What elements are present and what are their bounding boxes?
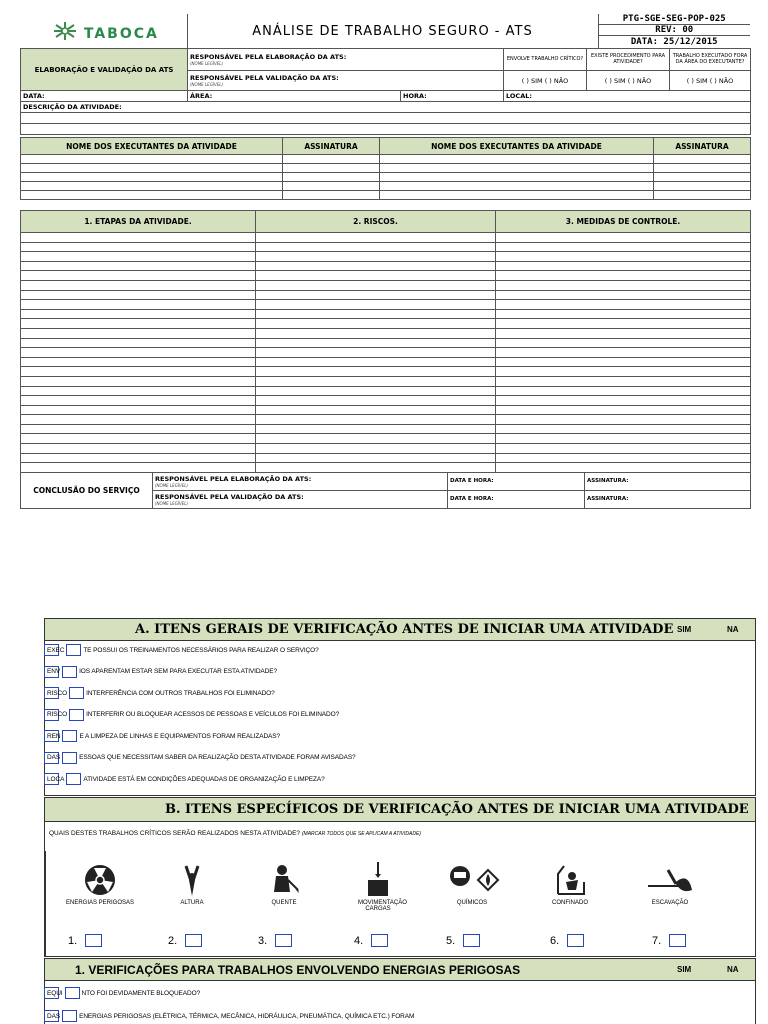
hot-work-icon [264,862,304,898]
critical-work-confined [530,862,610,906]
medida-cell[interactable] [496,453,751,463]
risco-cell[interactable] [256,319,496,329]
executante-signature-cell[interactable] [654,155,751,164]
resp-elab-label: RESPONSÁVEL PELA ELABORAÇÃO DA ATS: [190,53,347,61]
checkbox[interactable] [669,934,686,947]
item-prefix: RISCO [47,689,68,697]
logo-cell [20,14,187,49]
option-number: 2. [168,934,178,947]
checklist-item [44,729,280,743]
resp-valid-label: RESPONSÁVEL PELA VALIDAÇÃO DA ATS: [190,74,339,82]
doc-rev: REV: 00 [599,25,751,36]
step-row [21,252,751,262]
medida-cell[interactable] [496,444,751,454]
na-checkbox[interactable] [62,752,77,764]
resp-valid-label: RESPONSÁVEL PELA VALIDAÇÃO DA ATS: [155,492,304,501]
checkbox[interactable] [85,934,102,947]
local-field[interactable]: LOCAL: [504,91,751,102]
medida-cell[interactable] [496,405,751,415]
critical-option-5[interactable] [446,934,480,947]
step-row [21,444,751,454]
medida-cell[interactable] [496,396,751,406]
doc-info [598,14,750,49]
etapa-cell[interactable] [21,348,256,358]
form-title: ANÁLISE DE TRABALHO SEGURO - ATS [187,14,598,49]
nome-exec-header: NOME DOS EXECUTANTES DA ATIVIDADE [380,138,654,155]
option-number: 5. [446,934,456,947]
risco-cell[interactable] [256,233,496,243]
na-label: NA [727,625,739,634]
medida-cell[interactable] [496,271,751,281]
etapa-cell[interactable] [21,233,256,243]
medida-cell[interactable] [496,290,751,300]
icon-label: CONFINADO [552,900,588,906]
taboca-logo-icon [48,20,82,42]
risco-cell[interactable] [256,290,496,300]
critical-option-7[interactable] [652,934,686,947]
riscos-header: 2. RISCOS. [256,211,496,233]
step-row [21,386,751,396]
resp-elab-label: RESPONSÁVEL PELA ELABORAÇÃO DA ATS: [155,474,312,483]
executante-name-cell[interactable] [21,155,283,164]
step-row [21,424,751,434]
descricao-line[interactable] [21,124,751,135]
assinatura-header: ASSINATURA [654,138,751,155]
executante-signature-cell[interactable] [654,173,751,182]
confined-icon [550,862,590,898]
excavation-icon [642,862,698,898]
risco-cell[interactable] [256,309,496,319]
risco-cell[interactable] [256,444,496,454]
risco-cell[interactable] [256,434,496,444]
doc-code: PTG-SGE-SEG-POP-025 [599,14,751,25]
critical-option-1[interactable] [68,934,102,947]
na-label: NA [727,965,739,974]
medida-cell[interactable] [496,328,751,338]
icon-label: ESCAVAÇÃO [651,900,689,906]
checkbox[interactable] [185,934,202,947]
checklist-item [44,1009,414,1023]
medida-cell[interactable] [496,280,751,290]
risco-cell[interactable] [256,376,496,386]
checklist-item [44,772,325,786]
executante-name-cell[interactable] [380,173,654,182]
etapa-cell[interactable] [21,280,256,290]
step-row [21,367,751,377]
executante-row [21,182,751,191]
sim-label: SIM [677,625,692,634]
critical-option-2[interactable] [168,934,202,947]
etapa-cell[interactable] [21,376,256,386]
area-field[interactable]: ÁREA: [188,91,401,102]
resp-valid-field[interactable] [188,71,504,91]
step-row [21,290,751,300]
medida-cell[interactable] [496,357,751,367]
ats-form [20,14,750,509]
conclusao-data-hora[interactable]: DATA E HORA: [448,490,585,508]
critical-option-6[interactable] [550,934,584,947]
na-checkbox[interactable] [65,987,80,999]
step-row [21,357,751,367]
critical-work-excavation [630,862,710,906]
hora-field[interactable]: HORA: [401,91,504,102]
existe-label: EXISTE PROCEDIMENTO PARA ATIVIDADE? [587,49,670,71]
nome-exec-header: NOME DOS EXECUTANTES DA ATIVIDADE [21,138,283,155]
risco-cell[interactable] [256,252,496,262]
medida-cell[interactable] [496,376,751,386]
critical-work-hot [244,862,324,906]
step-row [21,453,751,463]
etapa-cell[interactable] [21,415,256,425]
resp-elab-field[interactable] [188,49,504,71]
info-table [20,90,751,135]
item-prefix: RISCO [47,711,68,718]
legivel-note: (NOME LEGÍVEL) [155,500,189,506]
question-b-note: (MARCAR TODOS QUE SE APLICAM A ATIVIDADE) [301,831,421,837]
etapa-cell[interactable] [21,309,256,319]
height-icon [172,862,212,898]
step-row [21,396,751,406]
etapa-cell[interactable] [21,444,256,454]
existe-choice[interactable]: ( ) SIM ( ) NÃO [587,71,670,91]
risco-cell[interactable] [256,424,496,434]
executante-signature-cell[interactable] [283,191,380,200]
conclusao-resp-elab[interactable] [153,472,448,490]
item-text: ESSOAS QUE NECESSITAM SABER DA REALIZAÇÃO DESTA ATIVIDADE FORAM AVISADAS? [79,754,356,761]
checklist-item [44,751,356,765]
medida-cell[interactable] [496,424,751,434]
item-prefix: ENV [47,668,61,675]
executado-choice[interactable]: ( ) SIM ( ) NÃO [670,71,751,91]
etapa-cell[interactable] [21,290,256,300]
conclusao-resp-valid[interactable] [153,490,448,508]
step-row [21,261,751,271]
critical-option-4[interactable] [354,934,388,947]
responsible-table [20,48,751,91]
step-row [21,405,751,415]
section-a-header [45,619,755,641]
checklist-item [44,643,319,657]
item-prefix: EXEC [47,646,65,654]
etapa-cell[interactable] [21,357,256,367]
na-checkbox[interactable] [69,687,84,699]
medida-cell[interactable] [496,252,751,262]
item-prefix: EQUI [47,989,63,997]
icon-label: MOVIMENTAÇÃO CARGAS [358,900,407,912]
critical-work-load [338,862,418,912]
legivel-note: (NOME LEGÍVEL) [190,82,224,87]
question-b [49,830,755,837]
checklist-item [44,708,339,722]
section-a-title: A. ITENS GERAIS DE VERIFICAÇÃO ANTES DE INICIAR UMA ATIVIDADE [135,622,674,637]
step-row [21,434,751,444]
chemical-icon [442,862,502,898]
risco-cell[interactable] [256,328,496,338]
steps-table [20,210,751,473]
risco-cell[interactable] [256,396,496,406]
etapa-cell[interactable] [21,252,256,262]
etapa-cell[interactable] [21,405,256,415]
critical-work-height [152,862,232,906]
risco-cell[interactable] [256,242,496,252]
envolve-label: ENVOLVE TRABALHO CRÍTICO? [504,49,587,71]
executado-label: TRABALHO EXECUTADO FORA DA ÁREA DO EXECUTANTE? [670,49,751,71]
legivel-note: (NOME LEGÍVEL) [190,61,224,66]
risco-cell[interactable] [256,415,496,425]
executante-signature-cell[interactable] [283,155,380,164]
step-row [21,415,751,425]
risco-cell[interactable] [256,348,496,358]
na-checkbox[interactable] [62,730,77,742]
risco-cell[interactable] [256,271,496,281]
checklist-item [44,986,200,1000]
section-1-header [45,959,755,981]
na-checkbox[interactable] [69,709,84,721]
executante-row [21,164,751,173]
critical-work-chemical [432,862,512,906]
sim-label: SIM [677,965,692,974]
medida-cell[interactable] [496,242,751,252]
conclusao-assinatura[interactable]: ASSINATURA: [585,490,751,508]
energy-icon [80,862,120,898]
executante-signature-cell[interactable] [654,182,751,191]
etapa-cell[interactable] [21,453,256,463]
icon-label: QUÍMICOS [456,900,488,906]
etapa-cell[interactable] [21,300,256,310]
option-number: 4. [354,934,364,947]
etapa-cell[interactable] [21,242,256,252]
option-number: 1. [68,934,78,947]
data-field[interactable]: DATA: [21,91,188,102]
step-row [21,300,751,310]
descricao-label: DESCRIÇÃO DA ATIVIDADE: [21,102,751,113]
critical-option-3[interactable] [258,934,292,947]
item-text: INTERFERIR OU BLOQUEAR ACESSOS DE PESSOAS E VEÍCULOS FOI ELIMINADO? [86,711,340,718]
checkbox[interactable] [275,934,292,947]
icon-label: ALTURA [180,900,204,906]
etapa-cell[interactable] [21,367,256,377]
medida-cell[interactable] [496,309,751,319]
etapas-header: 1. ETAPAS DA ATIVIDADE. [21,211,256,233]
assinatura-header: ASSINATURA [283,138,380,155]
load-icon [358,862,398,898]
item-text: INTERFERÊNCIA COM OUTROS TRABALHOS FOI ELIMINADO? [86,689,275,697]
logo-text: TABOCA [83,26,159,42]
etapa-cell[interactable] [21,319,256,329]
item-prefix: DAS [47,754,61,761]
option-number: 7. [652,934,662,947]
step-row [21,348,751,358]
option-number: 6. [550,934,560,947]
medida-cell[interactable] [496,300,751,310]
item-text: IOS APARENTAM ESTAR SEM PARA EXECUTAR ESTA ATIVIDADE? [79,668,278,675]
item-text: TE POSSUI OS TREINAMENTOS NECESSÁRIOS PARA REALIZAR O SERVIÇO? [83,646,319,654]
executante-row [21,173,751,182]
medida-cell[interactable] [496,434,751,444]
executante-name-cell[interactable] [21,173,283,182]
medida-cell[interactable] [496,338,751,348]
item-text: E A LIMPEZA DE LINHAS E EQUIPAMENTOS FORAM REALIZADAS? [79,732,281,740]
icon-label: QUENTE [271,900,297,906]
item-text: ATIVIDADE ESTÁ EM CONDIÇÕES ADEQUADAS DE ORGANIZAÇÃO E LIMPEZA? [83,775,325,783]
medida-cell[interactable] [496,415,751,425]
section-b-title: B. ITENS ESPECÍFICOS DE VERIFICAÇÃO ANTES DE INICIAR UMA ATIVIDADE [165,802,749,817]
na-checkbox[interactable] [62,1010,77,1022]
etapa-cell[interactable] [21,328,256,338]
risco-cell[interactable] [256,453,496,463]
etapa-cell[interactable] [21,386,256,396]
executante-row [21,155,751,164]
option-number: 3. [258,934,268,947]
form-header [20,14,750,49]
item-prefix: REN [47,732,61,740]
critical-work-energy [60,862,140,906]
executante-name-cell[interactable] [380,182,654,191]
checkbox[interactable] [567,934,584,947]
risco-cell[interactable] [256,338,496,348]
medida-cell[interactable] [496,348,751,358]
checklist-item [44,686,275,700]
section-b-header [45,798,755,822]
risco-cell[interactable] [256,280,496,290]
risco-cell[interactable] [256,367,496,377]
executante-name-cell[interactable] [380,155,654,164]
item-text: ENERGIAS PERIGOSAS (ELÉTRICA, TÉRMICA, MECÂNICA, HIDRÁULICA, PNEUMÁTICA, QUÍMICA ETC.) FORAM [79,1012,415,1020]
item-prefix: DAS [47,1012,61,1020]
risco-cell[interactable] [256,357,496,367]
step-row [21,271,751,281]
step-row [21,376,751,386]
medida-cell[interactable] [496,367,751,377]
medida-cell[interactable] [496,233,751,243]
medida-cell[interactable] [496,386,751,396]
section-1-title: 1. VERIFICAÇÕES PARA TRABALHOS ENVOLVENDO ENERGIAS PERIGOSAS [75,962,521,977]
risco-cell[interactable] [256,405,496,415]
legivel-note: (NOME LEGÍVEL) [155,482,189,488]
executante-row [21,191,751,200]
executante-signature-cell[interactable] [283,182,380,191]
doc-date: DATA: 25/12/2015 [630,37,718,47]
medidas-header: 3. MEDIDAS DE CONTROLE. [496,211,751,233]
etapa-cell[interactable] [21,396,256,406]
checkbox[interactable] [463,934,480,947]
executante-signature-cell[interactable] [283,164,380,173]
etapa-cell[interactable] [21,271,256,281]
executante-name-cell[interactable] [380,164,654,173]
conclusao-assinatura[interactable]: ASSINATURA: [585,472,751,490]
na-checkbox[interactable] [66,773,81,785]
risco-cell[interactable] [256,261,496,271]
risco-cell[interactable] [256,386,496,396]
elab-valid-label: ELABORAÇÃO E VALIDAÇÃO DA ATS [21,49,188,91]
executante-name-cell[interactable] [21,182,283,191]
executante-signature-cell[interactable] [654,164,751,173]
executante-name-cell[interactable] [21,191,283,200]
etapa-cell[interactable] [21,424,256,434]
conclusao-table [20,472,751,509]
step-row [21,309,751,319]
checklist-item [44,665,277,679]
etapa-cell[interactable] [21,261,256,271]
item-text: NTO FOI DEVIDAMENTE BLOQUEADO? [81,989,201,997]
icon-label: ENERGIAS PERIGOSAS [65,900,135,906]
executantes-table [20,137,751,200]
executante-signature-cell[interactable] [283,173,380,182]
checkbox[interactable] [371,934,388,947]
step-row [21,328,751,338]
executante-signature-cell[interactable] [654,191,751,200]
etapa-cell[interactable] [21,338,256,348]
conclusao-data-hora[interactable]: DATA E HORA: [448,472,585,490]
envolve-choice[interactable]: ( ) SIM ( ) NÃO [504,71,587,91]
step-row [21,242,751,252]
na-checkbox[interactable] [66,644,81,656]
executante-name-cell[interactable] [380,191,654,200]
na-checkbox[interactable] [62,666,77,678]
question-b-text: QUAIS DESTES TRABALHOS CRÍTICOS SERÃO REALIZADOS NESTA ATIVIDADE? [49,830,301,837]
conclusao-label: CONCLUSÃO DO SERVIÇO [21,472,153,508]
item-prefix: LOCA [47,775,65,783]
medida-cell[interactable] [496,319,751,329]
step-row [21,319,751,329]
step-row [21,338,751,348]
descricao-line[interactable] [21,113,751,124]
step-row [21,233,751,243]
step-row [21,280,751,290]
etapa-cell[interactable] [21,434,256,444]
medida-cell[interactable] [496,261,751,271]
executante-name-cell[interactable] [21,164,283,173]
risco-cell[interactable] [256,300,496,310]
